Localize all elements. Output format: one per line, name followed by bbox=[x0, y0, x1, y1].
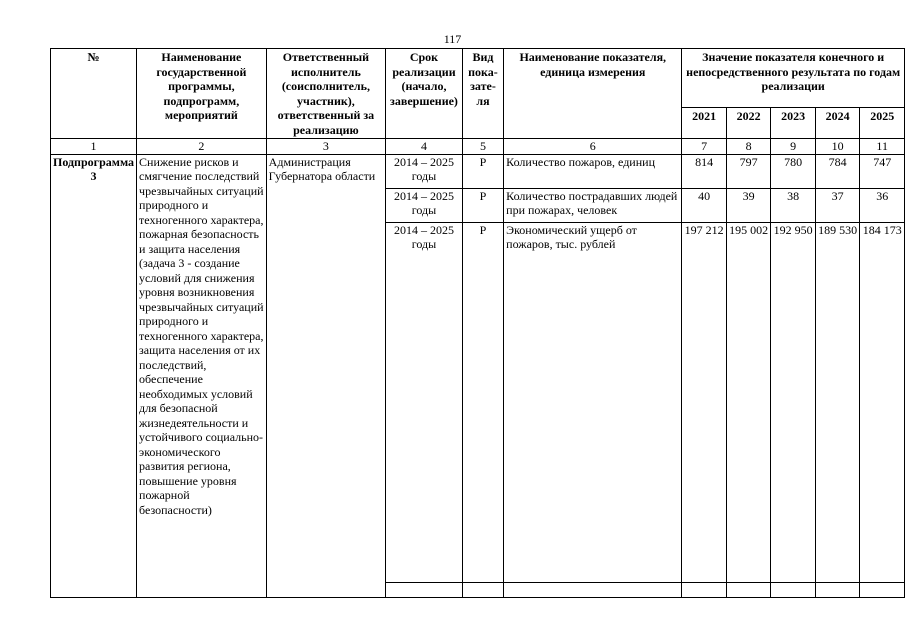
indicator-name: Количество пожаров, единиц bbox=[504, 154, 682, 188]
value-2023: 780 bbox=[771, 154, 816, 188]
value-2025: 747 bbox=[860, 154, 905, 188]
empty-cell bbox=[682, 582, 727, 597]
value-2021: 814 bbox=[682, 154, 727, 188]
header-program-name: Наименование государственной программы, подпрограмм, мероприятий bbox=[137, 49, 267, 139]
responsible-executor: Администрация Губернатора области bbox=[266, 154, 385, 597]
value-2023: 38 bbox=[771, 188, 816, 222]
empty-cell bbox=[815, 582, 860, 597]
column-number: 1 bbox=[51, 139, 137, 155]
header-term: Срок реализации (начало, завершение) bbox=[386, 49, 463, 139]
header-indicator-kind: Вид пока-зате-ля bbox=[462, 49, 503, 139]
header-values-title: Значение показателя конечного и непосредственного результата по годам реализации bbox=[682, 49, 905, 108]
value-2021: 197 212 bbox=[682, 222, 727, 582]
indicator-kind: Р bbox=[462, 154, 503, 188]
header-row bbox=[51, 49, 905, 108]
column-numbers-row bbox=[51, 139, 905, 155]
column-number: 6 bbox=[504, 139, 682, 155]
value-2025: 184 173 bbox=[860, 222, 905, 582]
value-2022: 39 bbox=[726, 188, 771, 222]
header-year-2025: 2025 bbox=[860, 108, 905, 139]
column-number: 11 bbox=[860, 139, 905, 155]
header-year-2022: 2022 bbox=[726, 108, 771, 139]
header-year-2021: 2021 bbox=[682, 108, 727, 139]
empty-cell bbox=[726, 582, 771, 597]
indicator-name: Количество пострадавших людей при пожарах, человек bbox=[504, 188, 682, 222]
header-year-2024: 2024 bbox=[815, 108, 860, 139]
value-2022: 195 002 bbox=[726, 222, 771, 582]
header-indicator-name: Наименование показателя, единица измерения bbox=[504, 49, 682, 139]
table-row bbox=[51, 154, 905, 188]
column-number: 4 bbox=[386, 139, 463, 155]
column-number: 5 bbox=[462, 139, 503, 155]
empty-cell bbox=[462, 582, 503, 597]
value-2024: 37 bbox=[815, 188, 860, 222]
indicators-table bbox=[50, 48, 905, 598]
indicator-term: 2014 – 2025 годы bbox=[386, 222, 463, 582]
indicator-term: 2014 – 2025 годы bbox=[386, 154, 463, 188]
column-number: 3 bbox=[266, 139, 385, 155]
value-2024: 784 bbox=[815, 154, 860, 188]
header-year-2023: 2023 bbox=[771, 108, 816, 139]
value-2023: 192 950 bbox=[771, 222, 816, 582]
column-number: 9 bbox=[771, 139, 816, 155]
indicator-kind: Р bbox=[462, 222, 503, 582]
column-number: 2 bbox=[137, 139, 267, 155]
empty-cell bbox=[386, 582, 463, 597]
indicator-kind: Р bbox=[462, 188, 503, 222]
subprogram-code: Подпрограмма 3 bbox=[51, 154, 137, 597]
empty-cell bbox=[860, 582, 905, 597]
header-executor: Ответственный исполнитель (соисполнитель, участник), ответственный за реализацию bbox=[266, 49, 385, 139]
column-number: 10 bbox=[815, 139, 860, 155]
page-number: 117 bbox=[443, 32, 462, 46]
column-number: 8 bbox=[726, 139, 771, 155]
value-2025: 36 bbox=[860, 188, 905, 222]
empty-cell bbox=[504, 582, 682, 597]
subprogram-name: Снижение рисков и смягчение последствий чрезвычайных ситуаций природного и техногенного характера, пожарная безопасность и защита населения (задача 3 - создание условий для снижения уровня возникновения чрезвычайных ситуаций природного и техногенного характера, защита населения от их последствий, обеспечение необходимых условий для безопасной жизнедеятельности и устойчивого социально-экономического развития региона, повышение уровня пожарной безопасности) bbox=[137, 154, 267, 597]
value-2024: 189 530 bbox=[815, 222, 860, 582]
indicator-term: 2014 – 2025 годы bbox=[386, 188, 463, 222]
indicator-name: Экономический ущерб от пожаров, тыс. рублей bbox=[504, 222, 682, 582]
empty-cell bbox=[771, 582, 816, 597]
value-2022: 797 bbox=[726, 154, 771, 188]
header-no: № bbox=[51, 49, 137, 139]
value-2021: 40 bbox=[682, 188, 727, 222]
column-number: 7 bbox=[682, 139, 727, 155]
